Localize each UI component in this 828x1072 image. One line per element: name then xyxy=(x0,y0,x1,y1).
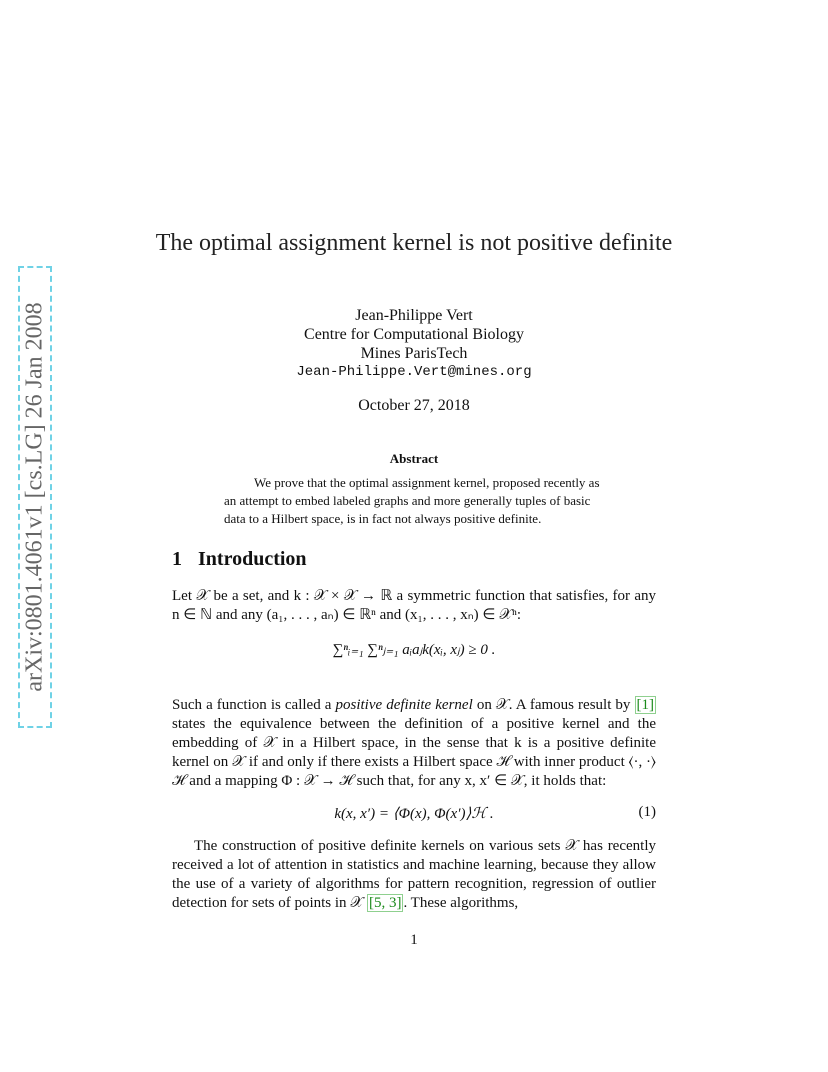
paper-date: October 27, 2018 xyxy=(358,397,470,414)
abstract-text: We prove that the optimal assignment kernel, proposed recently as an attempt to embed labeled graphs and more generally tuples of basic data to a Hilbert space, is in fact not always positive definite. xyxy=(224,475,600,526)
citation-link[interactable]: [1] xyxy=(636,697,654,713)
citation-link[interactable]: [5, 3] xyxy=(368,895,402,911)
term-positive-definite-kernel: positive definite kernel xyxy=(335,697,473,713)
equation-positive-definite: ∑ⁿᵢ₌₁ ∑ⁿⱼ₌₁ aᵢaⱼk(xᵢ, xⱼ) ≥ 0 . xyxy=(332,642,496,658)
author-email[interactable]: Jean-Philippe.Vert@mines.org xyxy=(296,364,532,380)
section-title: Introduction xyxy=(198,548,307,570)
equation-1-number: (1) xyxy=(638,804,656,820)
paragraph-3-text-a: The construction of positive definite kernels on various sets 𝒳 has recently received a lot of attention in statistics and machine learning, because they allow the use of a variety of algorithms for pattern recognition, regression of outlier detection for sets of points in 𝒳 xyxy=(172,838,656,911)
section-number: 1 xyxy=(172,548,182,570)
paragraph-3 xyxy=(172,837,656,913)
paragraph-2 xyxy=(172,696,656,791)
paragraph-2-text-b: on 𝒳. A famous result by xyxy=(472,697,635,713)
paragraph-2-text-c: states the equivalence between the definition of a positive kernel and the embedding of 𝒳 in a Hilbert space, in the sense that k is a positive definite kernel on 𝒳 if and only if there exists a Hilbert space ℋ with inner product ⟨·, ·⟩ℋ and a mapping Φ : 𝒳 → ℋ such that, for any x, x′ ∈ 𝒳, it holds that: xyxy=(172,716,656,789)
paragraph-1: Let 𝒳 be a set, and k : 𝒳 × 𝒳 → ℝ a symmetric function that satisfies, for any n ∈ ℕ and any (a₁, . . . , aₙ) ∈ ℝⁿ and (x₁, . . . , xₙ) ∈ 𝒳ⁿ: xyxy=(172,588,656,623)
author-block xyxy=(214,306,614,382)
section-heading xyxy=(172,548,307,571)
equation-1 xyxy=(172,804,656,823)
paragraph-2-text-a: Such a function is called a xyxy=(172,697,336,713)
author-affiliation-1: Centre for Computational Biology xyxy=(304,326,524,343)
paragraph-3-text-b: . These algorithms, xyxy=(403,895,519,911)
arxiv-sidebar-stamp xyxy=(18,266,52,728)
arxiv-identifier[interactable]: arXiv:0801.4061v1 [cs.LG] 26 Jan 2008 xyxy=(21,302,48,692)
author-affiliation-2: Mines ParisTech xyxy=(360,345,468,362)
page-number: 1 xyxy=(410,932,418,948)
abstract-heading: Abstract xyxy=(389,451,439,466)
equation-1-expression: k(x, x′) = ⟨Φ(x), Φ(x′)⟩ℋ . xyxy=(334,806,494,822)
author-name: Jean-Philippe Vert xyxy=(355,307,473,324)
paper-title: The optimal assignment kernel is not positive definite xyxy=(155,230,673,256)
